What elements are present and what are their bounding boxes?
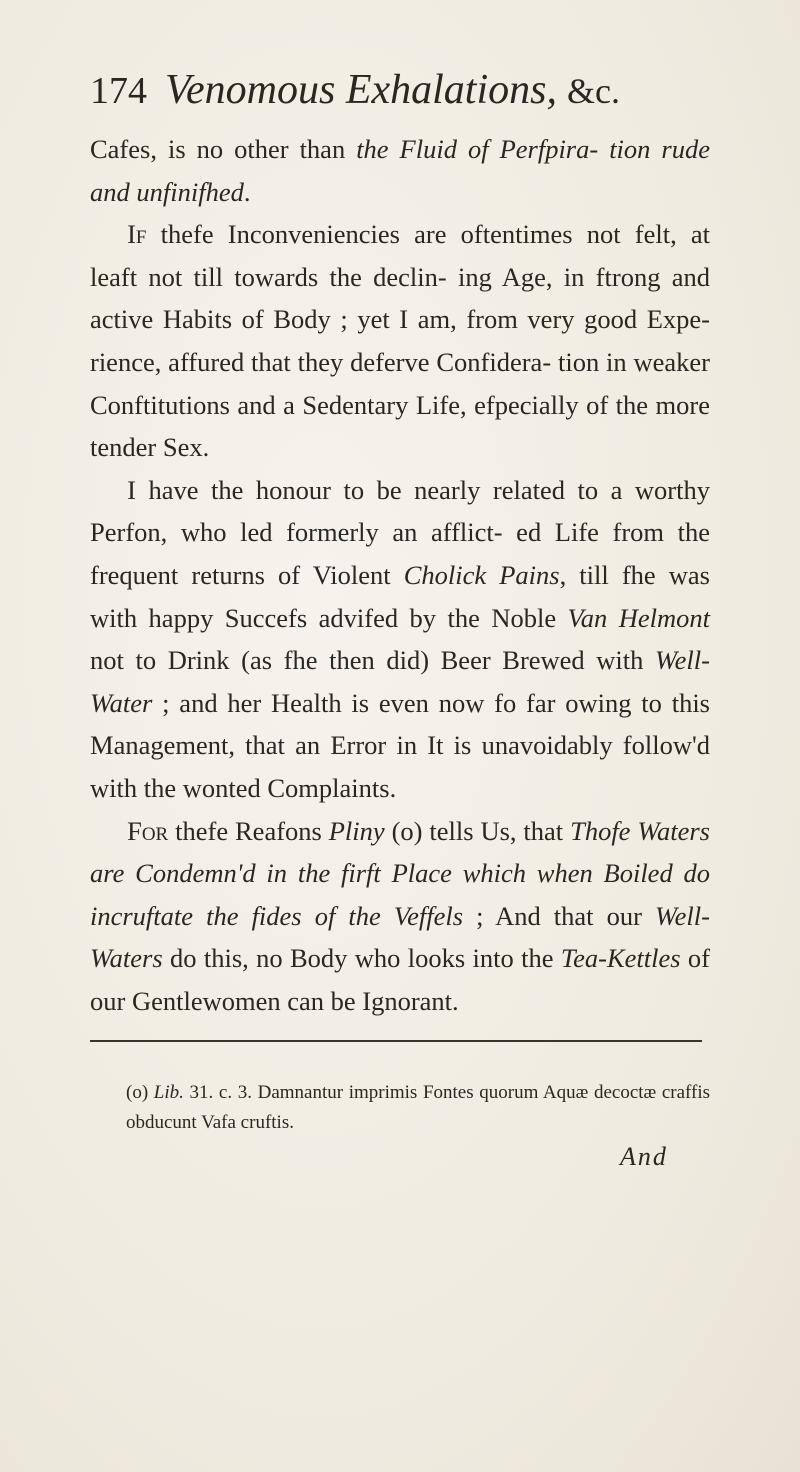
paragraph-1-end: . — [243, 176, 251, 207]
paragraph-1-text: Cafes, is no other than — [90, 134, 357, 164]
footnote-rule — [90, 1040, 702, 1042]
paragraph-3-italic-b: Cholick Pains — [403, 559, 560, 590]
paragraph-4-text-a: thefe Reafons — [168, 815, 329, 846]
footnote-ref: Lib. — [153, 1082, 184, 1103]
paragraph-4-text-c: (o) tells Us, that — [384, 815, 571, 846]
paragraph-3-italic-f: Well-Water — [90, 645, 710, 718]
catchword: And — [620, 1142, 668, 1171]
paragraph-4-text-e: ; And that our — [463, 900, 656, 931]
paragraph-1-italic: the Fluid of Perfpira- tion rude and unfinifhed — [90, 134, 710, 207]
paragraph-4-italic-d: Thofe Waters are Condemn'd in the firft Place which when Boiled do incruftate the fides of the Veffels — [90, 815, 710, 931]
footnote-text — [126, 1078, 710, 1138]
paragraph-3-text-e: not to Drink (as fhe then did) Beer Brewed with — [90, 645, 656, 676]
paragraph-4-italic-f: Well-Waters — [90, 900, 710, 974]
running-title: Venomous Exhalations, — [165, 67, 557, 113]
paragraph-4-text-i: of our Gentlewomen can be Ignorant. — [90, 943, 710, 1016]
footnote — [126, 1078, 710, 1138]
running-head — [90, 66, 710, 115]
paragraph-3-italic-d: Van Helmont — [567, 602, 710, 633]
paragraph-4-italic-h: Tea-Kettles — [560, 943, 681, 974]
paragraph-2-text: thefe Inconveniencies are oftentimes not felt, at leaft not till towards the declin- ing Age, in ftrong and active Habits of Body ; yet I am, from very good Expe- rience, affured that they deferve Confidera- tion in weaker Conftitutions and a Sedentary Life, efpecially of the more tender Sex. — [90, 219, 710, 463]
paragraph-1 — [90, 128, 710, 213]
footnote-marker: (o) — [126, 1082, 149, 1103]
paragraph-4-lead: For — [127, 815, 169, 846]
running-title-etc: &c. — [566, 71, 620, 111]
page-number: 174 — [90, 70, 147, 112]
paragraph-3-text-a: I have the honour to be nearly related to a worthy Perfon, who led formerly an afflict- ed Life from the frequent returns of Violent — [90, 474, 710, 590]
paragraph-3-text-g: ; and her Health is even now fo far owing to this Management, that an Error in It is unavoidably follow'd with the wonted Complaints. — [90, 687, 710, 803]
paragraph-2-lead: If — [127, 219, 147, 250]
paragraph-3 — [90, 469, 710, 810]
paragraph-3-text-c: , till fhe was with happy Succefs advifed by the Noble — [90, 559, 710, 633]
paragraph-4-text-g: do this, no Body who looks into the — [162, 943, 561, 974]
footnote-body: 31. c. 3. Damnantur imprimis Fontes quorum Aquæ decoctæ craffis obducunt Vafa cruftis. — [126, 1082, 711, 1133]
body-text — [90, 128, 710, 1022]
paragraph-4-italic-b: Pliny — [328, 815, 385, 846]
paragraph-2 — [90, 213, 710, 469]
paragraph-4 — [90, 810, 710, 1023]
